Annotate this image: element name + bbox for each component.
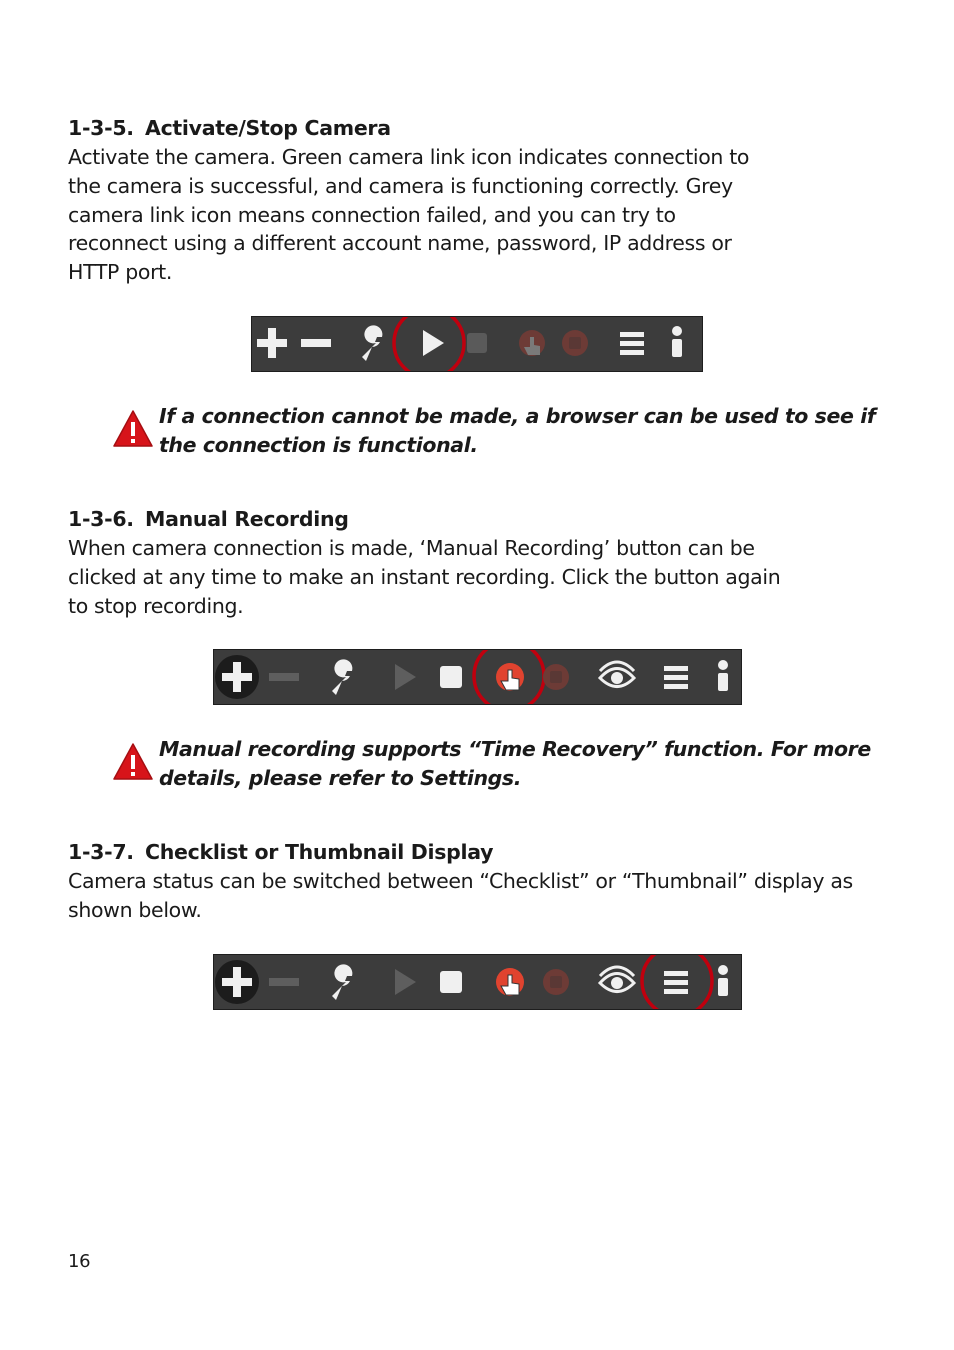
list-icon [620, 332, 644, 355]
note-line: the connection is functional. [159, 432, 478, 457]
info-icon [672, 326, 682, 357]
section-number: 1-3-5. [68, 116, 134, 140]
record-stop-icon [543, 664, 569, 690]
record-stop-icon [543, 969, 569, 995]
section-heading-activate-stop [68, 114, 391, 142]
section-title: Activate/Stop Camera [145, 116, 391, 140]
section-number: 1-3-7. [68, 840, 134, 864]
stop-icon [440, 666, 462, 688]
minus-icon [269, 673, 299, 681]
section-number: 1-3-6. [68, 507, 134, 531]
body-line: Camera status can be switched between “Checklist” or “Thumbnail” display as [68, 869, 853, 893]
note-line: If a connection cannot be made, a browser can be used to see if [159, 404, 876, 428]
section-body-manual-recording [68, 534, 780, 620]
play-icon [395, 664, 416, 690]
body-line: clicked at any time to make an instant recording. Click the button again [68, 564, 781, 589]
toolbar-screenshot-manual-recording [213, 649, 742, 705]
info-icon [718, 965, 728, 996]
manual-record-icon [496, 968, 524, 996]
note-manual-recording [159, 735, 871, 793]
body-line: the camera is successful, and camera is functioning correctly. Grey [68, 173, 733, 198]
warning-icon [112, 742, 154, 782]
play-icon [395, 969, 416, 995]
plus-icon [257, 328, 287, 358]
list-icon [664, 971, 688, 994]
stop-icon [440, 971, 462, 993]
wrench-icon [362, 325, 382, 361]
warning-icon [112, 409, 154, 449]
section-heading-manual-recording [68, 505, 349, 533]
record-stop-icon [562, 330, 588, 356]
minus-icon [269, 978, 299, 986]
note-line: details, please refer to Settings. [159, 765, 522, 790]
stop-icon [467, 333, 487, 353]
section-title: Manual Recording [145, 507, 349, 531]
wrench-icon [332, 964, 352, 1000]
info-icon [718, 660, 728, 691]
body-line: to stop recording. [68, 593, 244, 618]
plus-icon [215, 960, 259, 1004]
body-line: camera link icon means connection failed, and you can try to [68, 202, 676, 227]
body-line: When camera connection is made, ‘Manual Recording’ button can be [68, 536, 755, 560]
section-title: Checklist or Thumbnail Display [145, 840, 494, 864]
eye-icon [600, 967, 634, 992]
body-line: HTTP port. [68, 260, 173, 285]
body-line: shown below. [68, 897, 202, 922]
note-activate-stop [159, 402, 875, 460]
toolbar-screenshot-checklist [213, 954, 742, 1010]
list-icon [664, 666, 688, 689]
note-line: Manual recording supports “Time Recovery” function. For more [159, 737, 871, 761]
play-icon [423, 330, 444, 356]
manual-record-icon [519, 330, 545, 356]
manual-record-icon [496, 663, 524, 691]
eye-icon [600, 662, 634, 687]
page-number: 16 [68, 1251, 91, 1272]
plus-icon [215, 655, 259, 699]
minus-icon [301, 339, 331, 347]
body-line: Activate the camera. Green camera link icon indicates connection to [68, 145, 750, 169]
toolbar-screenshot-activate [251, 316, 703, 372]
section-body-checklist-thumbnail [68, 867, 853, 925]
body-line: reconnect using a different account name, password, IP address or [68, 231, 732, 256]
section-heading-checklist-thumbnail [68, 838, 493, 866]
section-body-activate-stop [68, 143, 749, 287]
wrench-icon [332, 659, 352, 695]
